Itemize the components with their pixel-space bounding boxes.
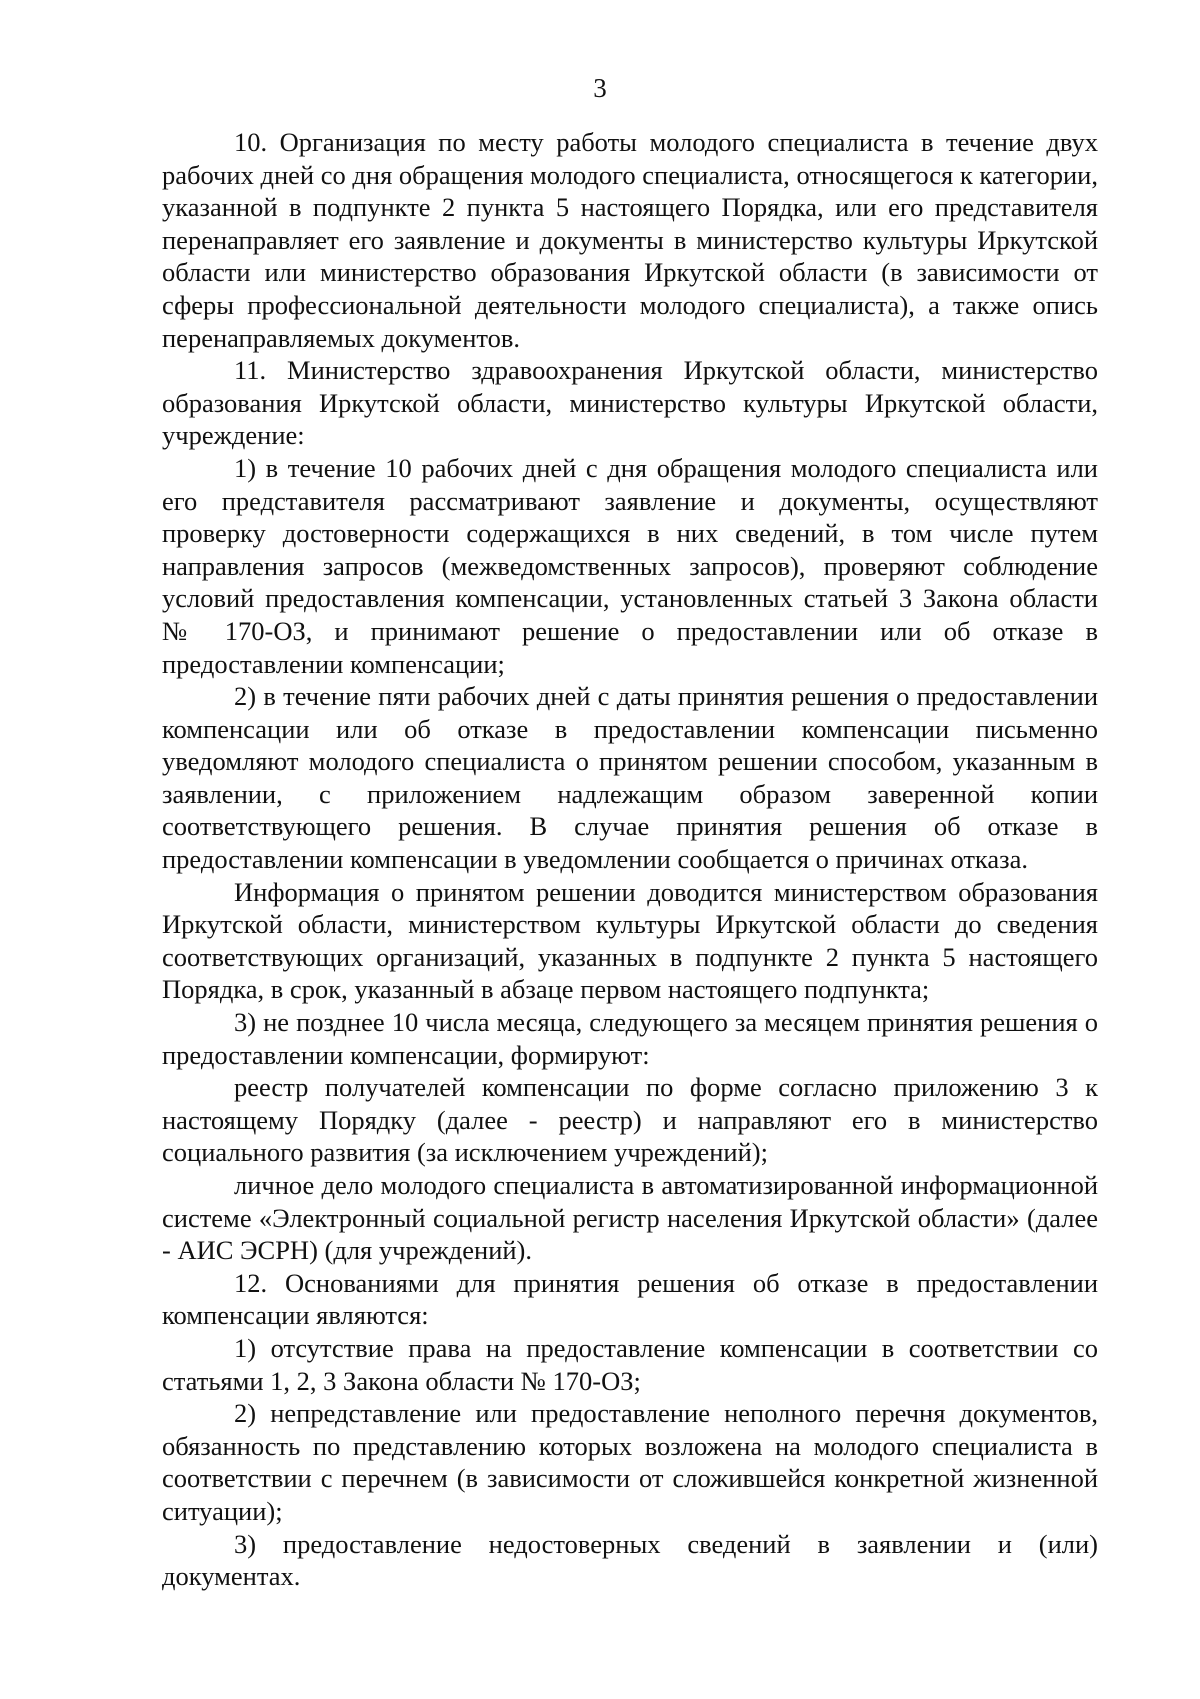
paragraph-10: 10. Организация по месту работы молодого специалиста в течение двух рабочих дней со дня обращения молодого специалиста, относящегося к категории, указанной в подпункте 2 пункта 5 настоящего Порядка, или его представителя перенаправляет его заявление и документы в министерство культуры Иркутской области или министерство образования Иркутской области (в зависимости от сферы профессиональной деятельности молодого специалиста), а также опись перенаправляемых документов. xyxy=(162,127,1098,353)
paragraph-11-item-3: 3) не позднее 10 числа месяца, следующего за месяцем принятия решения о предоставлении компенсации, формируют: xyxy=(162,1007,1098,1070)
paragraph-11-item-2: 2) в течение пяти рабочих дней с даты принятия решения о предоставлении компенсации или об отказе в предоставлении компенсации письменно уведомляют молодого специалиста о принятом решении способом, указанным в заявлении, с приложением надлежащим образом заверенной копии соответствующего решения. В случае принятия решения об отказе в предоставлении компенсации в уведомлении сообщается о причинах отказа. xyxy=(162,681,1098,875)
paragraph-11-item-3-registry: реестр получателей компенсации по форме согласно приложению 3 к настоящему Порядку (далее - реестр) и направляют его в министерство социального развития (за исключением учреждений); xyxy=(162,1072,1098,1168)
paragraph-11-item-3-personal-file: личное дело молодого специалиста в автоматизированной информационной системе «Электронный социальной регистр населения Иркутской области» (далее - АИС ЭСРН) (для учреждений). xyxy=(162,1170,1098,1266)
document-body xyxy=(162,126,1098,1593)
paragraph-11: 11. Министерство здравоохранения Иркутской области, министерство образования Иркутской области, министерство культуры Иркутской области, учреждение: xyxy=(162,355,1098,451)
paragraph-12: 12. Основаниями для принятия решения об отказе в предоставлении компенсации являются: xyxy=(162,1267,1098,1331)
paragraph-12-item-2: 2) непредставление или предоставление неполного перечня документов, обязанность по представлению которых возложена на молодого специалиста в соответствии с перечнем (в зависимости от сложившейся конкретной жизненной ситуации); xyxy=(162,1398,1098,1526)
paragraph-11-item-2-info: Информация о принятом решении доводится министерством образования Иркутской области, министерством культуры Иркутской области до сведения соответствующих организаций, указанных в подпункте 2 пункта 5 настоящего Порядка, в срок, указанный в абзаце первом настоящего подпункта; xyxy=(162,876,1098,1005)
page-number: 3 xyxy=(593,73,607,103)
paragraph-12-item-3: 3) предоставление недостоверных сведений в заявлении и (или) документах. xyxy=(162,1528,1098,1592)
paragraph-11-item-1: 1) в течение 10 рабочих дней с дня обращения молодого специалиста или его представителя рассматривают заявление и документы, осуществляют проверку достоверности содержащихся в них сведений, в том числе путем направления запросов (межведомственных запросов), проверяют соблюдение условий предоставления компенсации, установленных статьей 3 Закона области № 170-ОЗ, и принимают решение о предоставлении или об отказе в предоставлении компенсации; xyxy=(162,452,1098,679)
paragraph-12-item-1: 1) отсутствие права на предоставление компенсации в соответствии со статьями 1, 2, 3 Закона области № 170-ОЗ; xyxy=(162,1332,1098,1396)
